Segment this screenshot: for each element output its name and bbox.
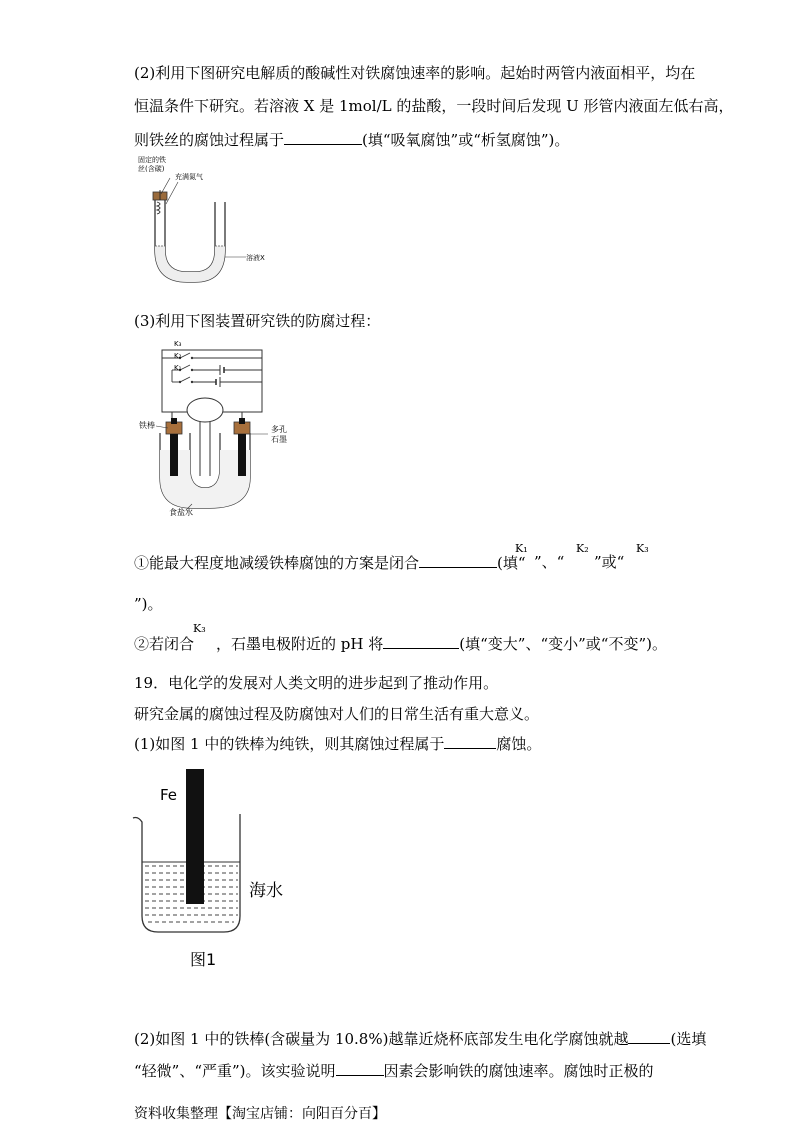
q19-p2-line2 <box>134 1060 654 1081</box>
q18-p2-line3-post: (填“吸氧腐蚀”或“析氢腐蚀”)。 <box>362 131 570 149</box>
label-graphite: 石墨 <box>271 435 287 444</box>
q18-sub1-sep1: ”、“ <box>534 553 565 571</box>
q19-title: 19．电化学的发展对人类文明的进步起到了推动作用。 <box>134 674 499 692</box>
q18-sub2 <box>134 633 667 654</box>
answer-blank-4[interactable] <box>444 733 496 749</box>
answer-blank-5[interactable] <box>628 1028 670 1044</box>
answer-blank-1[interactable] <box>284 129 362 145</box>
option-k1: K₁ <box>515 542 528 555</box>
q18-sub1-end: ”)。 <box>134 595 163 613</box>
q19-p2-line1-post: (选填 <box>670 1030 707 1048</box>
q18-sub2-end: (填“变大”、“变小”或“不变”)。 <box>459 635 667 653</box>
option-k3-b: K₃ <box>193 622 206 635</box>
label-porous: 多孔 <box>271 425 287 434</box>
q19-p2-line1 <box>134 1028 706 1049</box>
q19-p2-line2-pre: “轻微”、“严重”)。该实验说明 <box>134 1062 336 1080</box>
label-k2: K₂ <box>174 352 182 360</box>
label-salt-water: 食盐水 <box>169 508 193 517</box>
label-iron-rod: 铁棒 <box>139 421 155 430</box>
answer-blank-2[interactable] <box>419 552 497 568</box>
q18-p2-line3 <box>134 129 569 150</box>
label-iron-wire: 固定的铁 <box>138 156 166 164</box>
q19-p2-line2-post: 因素会影响铁的腐蚀速率。腐蚀时正极的 <box>383 1062 654 1080</box>
label-iron-wire-2: 丝(含碳) <box>138 165 165 173</box>
q19-p2-line1-pre: (2)如图 1 中的铁棒(含碳量为 10.8%)越靠近烧杯底部发生电化学腐蚀就越 <box>134 1030 629 1048</box>
q18-sub1 <box>134 552 526 573</box>
option-k2: K₂ <box>576 542 589 555</box>
q19-intro: 研究金属的腐蚀过程及防腐蚀对人们的日常生活有重大意义。 <box>134 705 540 723</box>
label-solution-x: 溶液X <box>246 254 265 262</box>
label-fe: Fe <box>160 786 178 804</box>
q18-p2-line1: (2)利用下图研究电解质的酸碱性对铁腐蚀速率的影响。起始时两管内液面相平，均在 <box>134 64 696 82</box>
footer-note: 资料收集整理【淘宝店铺：向阳百分百】 <box>134 1106 386 1122</box>
q18-sub2-post: ，石墨电极附近的 pH 将 <box>216 635 384 653</box>
q18-sub2-pre: ②若闭合 <box>134 635 195 653</box>
q19-p1-pre: (1)如图 1 中的铁棒为纯铁，则其腐蚀过程属于 <box>134 735 445 753</box>
q19-p1 <box>134 733 541 754</box>
option-k3: K₃ <box>636 542 649 555</box>
q19-p1-post: 腐蚀。 <box>496 735 542 753</box>
label-k1: K₁ <box>174 364 182 372</box>
q18-sub1-sep2: ”或“ <box>594 553 625 571</box>
label-nitrogen: 充满氮气 <box>175 173 203 181</box>
label-k3: K₃ <box>174 340 182 348</box>
figure-1-caption: 图1 <box>190 950 217 969</box>
q18-sub1-mid: (填“ <box>497 554 526 572</box>
beaker-drawing <box>130 766 290 946</box>
u-tube-drawing <box>140 160 280 290</box>
q18-p2-line2: 恒温条件下研究。若溶液 X 是 1mol/L 的盐酸，一段时间后发现 U 形管内液面左低右高， <box>134 97 734 115</box>
answer-blank-6[interactable] <box>336 1060 384 1076</box>
q18-sub1-pre: ①能最大程度地减缓铁棒腐蚀的方案是闭合 <box>134 554 420 572</box>
answer-blank-3[interactable] <box>383 633 459 649</box>
q18-p2-line3-pre: 则铁丝的腐蚀过程属于 <box>134 131 285 149</box>
q18-p3-line: (3)利用下图装置研究铁的防腐过程： <box>134 312 381 330</box>
label-seawater: 海水 <box>249 881 283 901</box>
